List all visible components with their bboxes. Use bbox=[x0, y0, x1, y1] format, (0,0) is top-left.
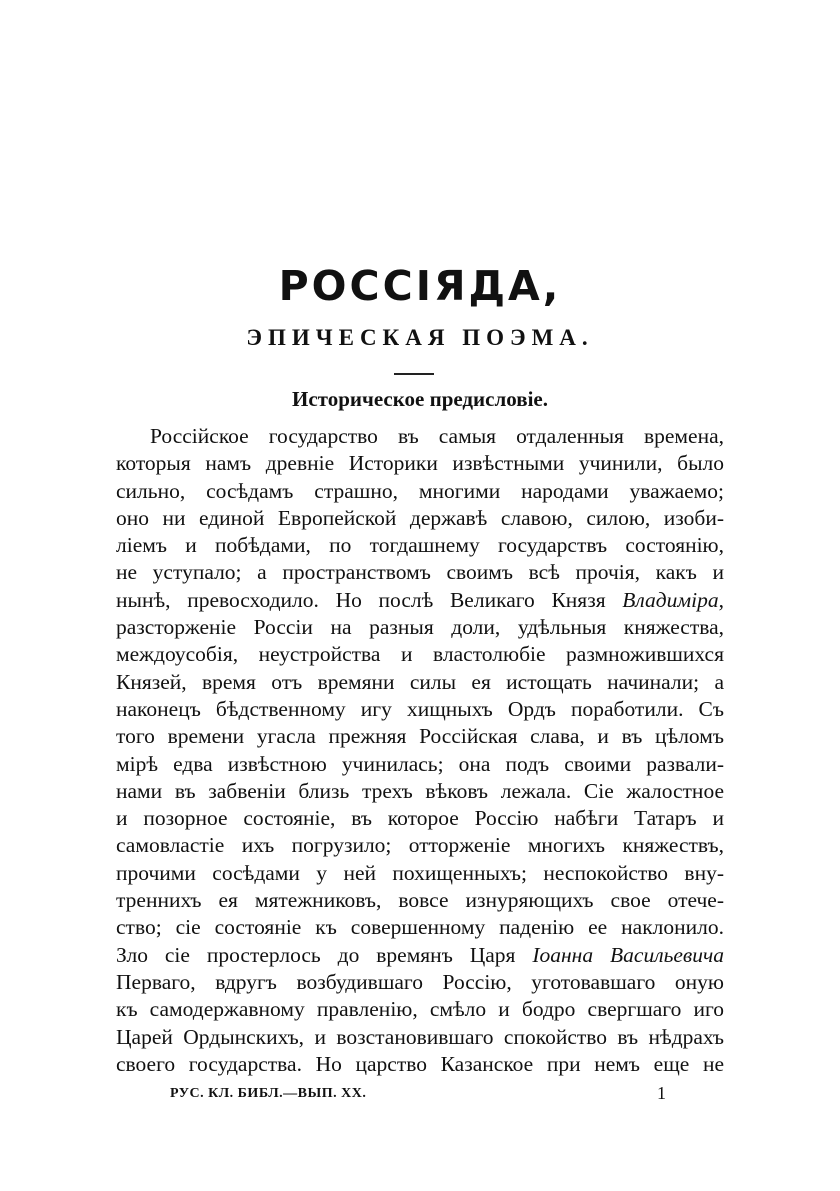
text-line bbox=[116, 669, 724, 696]
text-line bbox=[116, 805, 724, 832]
line-text: которыя намъ древніе Историки извѣстными учинили, было bbox=[116, 451, 724, 476]
line-text: мірѣ едва извѣстною учинилась; она подъ своими развали- bbox=[116, 751, 724, 776]
text-line bbox=[116, 614, 724, 641]
text-line bbox=[116, 887, 724, 914]
line-text: Зло сіе простерлось до времянъ Царя bbox=[116, 942, 533, 967]
line-text: Царей Ордынскихъ, и возстановившаго спокойство въ нѣдрахъ bbox=[116, 1024, 724, 1049]
line-text: самовластіе ихъ погрузило; отторженіе многихъ княжествъ, bbox=[116, 833, 724, 858]
text-line bbox=[116, 723, 724, 750]
text-line bbox=[116, 942, 724, 969]
line-text: къ самодержавному правленію, смѣло и бодро свергшаго иго bbox=[116, 997, 724, 1022]
preface-paragraph bbox=[116, 423, 724, 1078]
text-line bbox=[116, 532, 724, 559]
line-text: того времени угасла прежняя Россійская слава, и въ цѣломъ bbox=[116, 724, 724, 749]
text-line bbox=[116, 641, 724, 668]
page-footer bbox=[0, 1083, 840, 1108]
text-line bbox=[116, 696, 724, 723]
text-line bbox=[116, 559, 724, 586]
text-line bbox=[116, 587, 724, 614]
text-line bbox=[116, 832, 724, 859]
line-text: своего государства. Но царство Казанское при немъ еще не bbox=[116, 1051, 724, 1076]
page-number: 1 bbox=[657, 1083, 666, 1103]
line-text: оно ни единой Европейской державѣ славою, силою, изоби- bbox=[116, 505, 724, 530]
line-text: не уступало; а пространствомъ своимъ всѣ прочія, какъ и bbox=[116, 560, 724, 585]
italic-name: Владиміра bbox=[622, 587, 719, 612]
text-line bbox=[116, 505, 724, 532]
text-line bbox=[116, 1024, 724, 1051]
text-line bbox=[116, 478, 724, 505]
line-text: сильно, сосѣдамъ страшно, многими народами уважаемо; bbox=[116, 478, 724, 503]
text-line bbox=[116, 778, 724, 805]
signature-mark: РУС. КЛ. БИБЛ.—ВЫП. XX. bbox=[170, 1086, 367, 1101]
text-line bbox=[116, 969, 724, 996]
text-line bbox=[116, 1051, 724, 1078]
line-text: , bbox=[718, 587, 724, 612]
text-line bbox=[116, 996, 724, 1023]
line-text: нынѣ, превосходило. Но послѣ Великаго Князя bbox=[116, 587, 623, 612]
line-text: Перваго, вдругъ возбудившаго Россію, уготовавшаго оную bbox=[116, 969, 724, 994]
line-text: Князей, время отъ времяни силы ея истощать начинали; а bbox=[116, 669, 724, 694]
line-text: прочими сосѣдами у ней похищенныхъ; неспокойство вну- bbox=[116, 860, 724, 885]
line-text: Россійское государство въ самыя отдаленныя времена, bbox=[150, 424, 724, 448]
section-heading: Историческое предисловіе. bbox=[292, 387, 548, 411]
text-line bbox=[116, 914, 724, 941]
text-line bbox=[116, 751, 724, 778]
line-text: нами въ забвеніи близь трехъ вѣковъ лежала. Сіе жалостное bbox=[116, 778, 724, 803]
line-text: ліемъ и побѣдами, по тогдашнему государствъ состоянію, bbox=[116, 533, 724, 558]
line-text: треннихъ ея мятежниковъ, вовсе изнуряющихъ свое отече- bbox=[116, 888, 724, 913]
line-text: разсторженіе Россіи на разныя доли, удѣльныя княжества, bbox=[116, 615, 724, 640]
text-line bbox=[116, 860, 724, 887]
poem-subtitle: ЭПИЧЕСКАЯ ПОЭМА. bbox=[246, 325, 594, 350]
title-divider bbox=[394, 373, 434, 375]
text-line bbox=[116, 450, 724, 477]
line-text: междоусобія, неустройства и властолюбіе размножившихся bbox=[116, 642, 724, 667]
poem-title: РОССІЯДА, bbox=[278, 262, 562, 310]
line-text: наконецъ бѣдственному игу хищныхъ Ордъ поработили. Съ bbox=[116, 696, 724, 721]
text-line bbox=[116, 423, 724, 450]
italic-name: Іоанна Васильевича bbox=[532, 942, 724, 967]
line-text: ство; сіе состояніе къ совершенному паденію ее наклонило. bbox=[116, 915, 724, 940]
line-text: и позорное состояніе, въ которое Россію набѣги Татаръ и bbox=[116, 806, 724, 831]
